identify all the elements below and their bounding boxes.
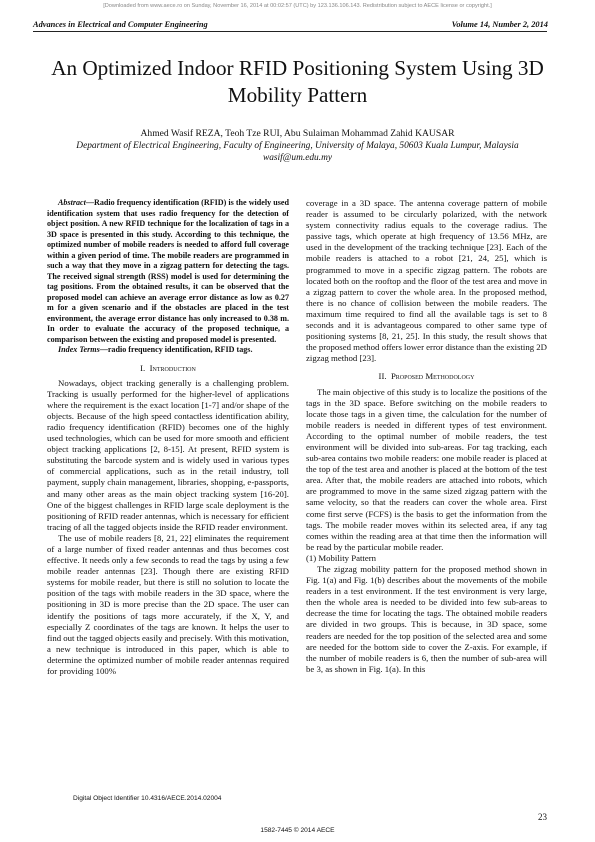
volume-info: Volume 14, Number 2, 2014 — [451, 20, 548, 29]
section-heading-methodology — [306, 371, 547, 382]
index-terms — [47, 345, 289, 356]
section-title: Proposed Methodology — [390, 371, 475, 382]
index-terms-text: —radio frequency identification, RFID tags. — [99, 345, 253, 354]
doi: Digital Object Identifier 10.4316/AECE.2014.02004 — [73, 795, 222, 802]
section-numeral: II. — [378, 371, 387, 382]
download-notice: [Downloaded from www.aece.ro on Sunday, November 16, 2014 at 00:02:57 (UTC) by 123.136.106.143. Redistribution subject to AECE license or copyright.] — [103, 3, 492, 9]
section-title: Introduction — [149, 362, 196, 373]
section-heading-introduction — [47, 363, 289, 374]
left-column — [47, 198, 289, 677]
abstract — [47, 198, 289, 345]
section-numeral: I. — [140, 362, 146, 373]
intro-paragraph-2: The use of mobile readers [8, 21, 22] eliminates the requirement of a large number of fixed reader antennas and thus becomes cost effective. It needs only a few seconds to read the tags by using a few mobile reader antennas [23]. Though there are existing RFID systems for mobile reader, but there is still no solution to locate the position of the tags with mobile readers in the 3D space, where the positioning in 3D is more precise than the 2D space. The user can identify the positions of tags more accurately, if the X, Y, and especially Z coordinates of the tags are known. It helps the user to find out the tagged objects easily and precisely. With this motivation, a new technique is introduced in this paper, which is able to determine the optimized number of mobile reader antennas required for providing 100% — [47, 532, 289, 677]
method-paragraph-1: The main objective of this study is to localize the positions of the tags in the 3D space. Before switching on the mobile readers to locate those tags in a given time, the calculation for the number of mobile readers is needed in different types of test environment. According to the optimal number of mobile readers, the test environment will be divided into sub-areas. For tag tracking, each sub-area contains two mobile readers: one mobile reader is placed at the top of the test area and another is placed at the bottom of the test area. After that, the mobile readers are attached into robots, which are programmed to move in the same sized zigzag pattern with the same velocity, so that the readers can cover the whole area. First come first serve (FCFS) is the basis to get the information from the tags. The mobile reader moves within its selected area, if any tag comes within the reading area at that time then the information will be read by the particular mobile reader. — [306, 386, 547, 552]
affiliation: Department of Electrical Engineering, Faculty of Engineering, University of Malaya, 50603 Kuala Lumpur, Malaysia — [76, 141, 519, 151]
issn-footer: 1582-7445 © 2014 AECE — [260, 827, 335, 834]
email: wasif@um.edu.my — [262, 153, 333, 164]
affiliation-block — [60, 140, 535, 165]
abstract-text: —Radio frequency identification (RFID) is the widely used identification system that uses radio frequency for the detection of object position. A new RFID technique for the localization of tags in a 3D space is presented in this study. According to this technique, the optimized number of mobile readers is needed to afford full coverage within a given period of time. The mobile readers are programmed in such a way that they move in a zigzag pattern for detecting the tags. The received signal strength (RSS) model is used for determining the tag positions. From the obtained results, it can be observed that the proposed model can achieve an average error distance as low as 0.27 m for a given scenario and if the obstacles are placed in the test environment, the average error distance has only increased to 0.38 m. In order to evaluate the accuracy of the proposed technique, a comparison between the existing and proposed model is presented. — [47, 198, 289, 344]
intro-paragraph-1: Nowadays, object tracking generally is a challenging problem. Tracking is usually performed for the higher-level of applications where the requirement is the exact location [1-7] and/or shape of the objects. Because of the high speed contactless identification ability, radio frequency identification (RFID) becomes one of the highly used technologies, which can be used for more smooth and efficient object tracking applications [2, 8-15]. At present, RFID system is substituting the barcode system and is widely used in various types of commercial applications, such as in the retail industry, toll payment, supply chain management, libraries, shopping, e-passports, and many other areas as the main object tracking system [16-20]. One of the biggest challenges in RFID large scale deployment is the positioning of RFID reader antennas, which is necessary for efficient tracing of all the tagged objects inside the RFID reader environment. — [47, 377, 289, 532]
authors: Ahmed Wasif REZA, Teoh Tze RUI, Abu Sulaiman Mohammad Zahid KAUSAR — [140, 128, 455, 139]
right-column — [306, 198, 547, 675]
abstract-label: Abstract — [58, 198, 86, 207]
index-terms-label: Index Terms — [58, 345, 100, 354]
mobility-paragraph-1: The zigzag mobility pattern for the proposed method shown in Fig. 1(a) and Fig. 1(b) describes about the movements of the mobile readers in a test environment. If the test environment is very large, then the whole area is needed to be divided into few sub-areas to decrease the time for locating the tags. The obtained mobile readers are divided in two groups. This is because, in 3D space, some readers are needed for the top position of the selected area and some are needed for the bottom side to cover the Z-axis. For example, if the number of mobile readers is 6, then the number of sub-area will be 3, as shown in Fig. 1(a). In this — [306, 564, 547, 674]
header-rule — [33, 31, 547, 32]
page-number: 23 — [538, 812, 547, 822]
paper-title: An Optimized Indoor RFID Positioning System Using 3D Mobility Pattern — [51, 56, 544, 107]
subsection-heading: (1) Mobility Pattern — [306, 552, 376, 563]
intro-paragraph-3: coverage in a 3D space. The antenna coverage pattern of mobile reader is assumed to be circularly polarized, with the network system connectivity radius equals to the coverage radius. The passive tags, which operate at high frequency of 13.56 MHz, are used in the development of the tracking technique [23]. Each of the mobile readers is attached to a robot [21, 24, 25], which is programmed to move in a specific zigzag pattern. The robots are located both on the rooftop and the floor of the test area and move in a zigzag pattern to cover the whole area. In the proposed method, there is no chance of collision between the mobile readers. The maximum time required to find all the available tags is set to 8 seconds and it is advantageous compared to other same type of positioning systems [8, 21, 25]. In this study, the result shows that the proposed method offers lower error distance than the existing 2D zigzag method [23]. — [306, 198, 547, 364]
journal-name: Advances in Electrical and Computer Engineering — [33, 20, 208, 29]
